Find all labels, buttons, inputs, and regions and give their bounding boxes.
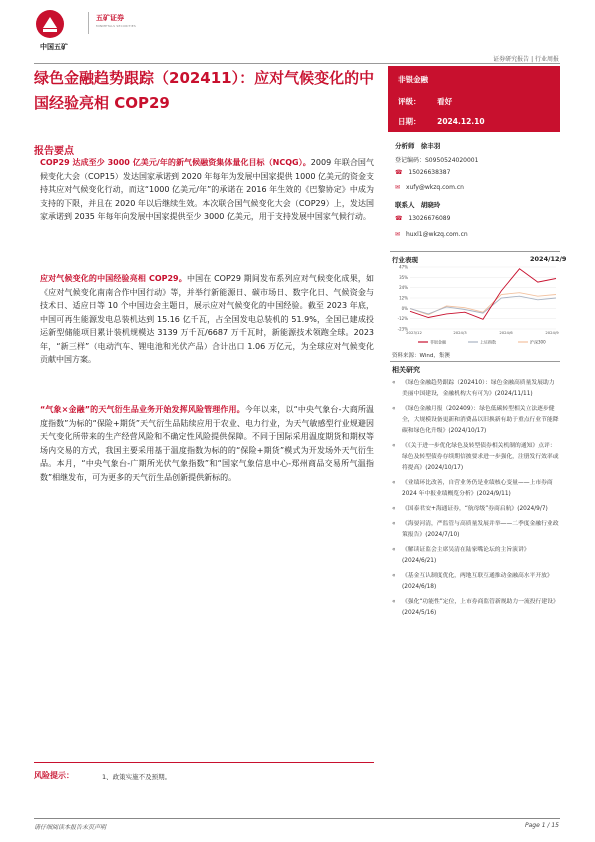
industry-label: 非银金融	[398, 75, 428, 84]
chart-top-rule	[390, 251, 560, 252]
footer-rule	[34, 818, 560, 819]
risk-item: 1、政策实施不及预期。	[102, 773, 172, 781]
y-tick-label: 12%	[399, 295, 408, 301]
chart-title: 行业表现	[392, 256, 418, 264]
chart-x-ticks	[406, 330, 559, 335]
contact-label: 联系人	[395, 201, 415, 209]
x-tick-label: 2024/9	[545, 330, 559, 335]
industry-performance-chart	[390, 263, 562, 347]
analyst-label: 分析师	[395, 142, 415, 150]
contact-email-row	[395, 231, 468, 238]
contact-heading	[395, 200, 440, 209]
header-divider	[88, 12, 89, 34]
summary-paragraph-2	[40, 272, 374, 367]
report-type: 证券研究报告 | 行业周报	[493, 56, 559, 63]
x-tick-label: 2024/6	[499, 330, 513, 335]
y-tick-label: 35%	[399, 274, 408, 280]
paragraph-3-body: 今年以来，以“中央气象台-大商所温度指数”为标的“保险+期货”天气衍生品陆续应用于农业、电力行业，为天气敏感型行业规避因天气变化所带来的生产经营风险和不确定性风险提供保障。不同于国际采用温度期货和期权等场内交易的方式，我国主要采用基于温度指数为标的的“保险+期货”模式为开发场外天气衍生品。本月，“中央气象台-广期所光伏气象指数”和“国家气象信息中心-郑州商品交易所气温指数”相继发布，可为更多的天气衍生品创新提供新标的。	[40, 405, 375, 482]
analyst-reg-code: 登记编码：S0950524020001	[395, 157, 479, 164]
related-research-list	[392, 378, 560, 623]
summary-heading: 报告要点	[34, 146, 74, 157]
contact-name: 胡晓玲	[420, 201, 441, 209]
analyst-email-row	[395, 184, 464, 191]
analyst-name: 徐丰羽	[420, 142, 441, 150]
minmetals-logo-icon	[34, 8, 66, 40]
rating-box	[388, 66, 560, 132]
paragraph-2-lead: 应对气候变化的中国经验亮相 COP29。	[40, 274, 187, 283]
chart-y-ticks	[398, 265, 409, 332]
related-research-heading: 相关研究	[392, 366, 420, 374]
legend-label: 非银金融	[430, 339, 446, 345]
date-row	[398, 116, 485, 127]
legend-label: 沪深300	[530, 339, 546, 345]
y-tick-label: 0%	[401, 305, 408, 311]
paragraph-1-body: 2009 年联合国气候变化大会（COP15）发达国家承诺到 2020 年每年为发展中国家提供 1000 亿美元的资金支持其应对气候变化行动，而这“1000 亿美元/年”的承诺在 2016 年生效的《巴黎协定》中成为支持的下限，并且在 2020 年以后继续生效。本次联合国气候变化大会（COP29）上，发达国家承诺到 2035 年每年向发展中国家提供至少 3000 亿美元，用于支持发展中国家气候行动。	[40, 158, 374, 221]
y-tick-label: 47%	[399, 264, 408, 270]
risk-rule	[34, 762, 374, 763]
contact-phone-row	[395, 215, 450, 222]
summary-paragraph-3	[40, 403, 374, 484]
related-top-rule	[390, 361, 560, 362]
summary-paragraph-1	[40, 156, 374, 224]
report-title: 绿色金融趋势跟踪（202411）：应对气候变化的中国经验亮相 COP29	[34, 69, 375, 112]
paragraph-1-lead: COP29 达成至少 3000 亿美元/年的新气候融资集体量化目标（NCQG）。	[40, 158, 311, 167]
chart-series	[410, 269, 556, 320]
y-tick-label: -12%	[397, 316, 408, 322]
phone-icon: ☎	[395, 169, 403, 176]
analyst-heading	[395, 141, 440, 150]
email-icon: ✉	[395, 231, 401, 238]
related-research-item[interactable]: « 《国泰君安+海通证券，“航母级”券商启航》(2024/9/7)	[392, 504, 560, 515]
related-research-item[interactable]: « 《绿色金融月报（202409）：绿色低碳转型相关立法逐步健全，大规模设备更新和消费品以旧换新有助于重点行业节能降碳和绿色化升级》(2024/10/17)	[392, 404, 560, 437]
phone-icon: ☎	[395, 215, 403, 222]
y-tick-label: -23%	[397, 326, 408, 332]
chart-source: 资料来源：Wind，集澳	[392, 353, 450, 359]
rating-row	[398, 96, 452, 107]
header-rule	[34, 63, 560, 64]
paragraph-2-body: 中国在 COP29 期间发布系列应对气候变化成果，如《应对气候变化南南合作中国行动》等，并举行新能源日、碳市场日、数字化日、气候资金与技术日、适应日等 10 个中国边会主题日，展示应对气候变化的中国经验。截至 2023 年底，中国可再生能源发电总装机达到 15.16 亿千瓦，占全国发电总装机的 51.9%，全国已建成投运新型储能项目累计装机规模达 3139 万千瓦/6687 万千瓦时，新能源技术领跑全球。2023 年，“新三样”（电动汽车、锂电池和光伏产品）合计出口 1.06 万亿元，为全球应对气候变化贡献中国方案。	[40, 274, 374, 364]
paragraph-3-lead: “气象×金融”的天气衍生品业务开始发挥风险管理作用。	[40, 405, 245, 414]
date-label: 日期：	[398, 117, 421, 126]
series-line	[410, 296, 556, 314]
chart-date: 2024/12/9	[530, 255, 567, 263]
y-tick-label: 24%	[399, 285, 408, 291]
analyst-phone: 15026638387	[408, 169, 451, 176]
rating-value: 看好	[437, 97, 453, 106]
footer-disclaimer: 请仔细阅读本报告末页声明	[34, 824, 107, 831]
related-research-item[interactable]: « 《《关于进一步优化绿色及转型债券相关机制的通知》点评：绿色及转型债券存续期信披要求进一步强化，注册发行效率或将提高》(2024/10/17)	[392, 441, 560, 474]
related-research-item[interactable]: « 《强化“功能性”定位，上市券商监管新规助力一流投行建设》(2024/5/16)	[392, 597, 560, 619]
email-icon: ✉	[395, 184, 401, 191]
company-name: 中国五矿	[40, 43, 68, 51]
contact-phone: 13026676089	[408, 215, 451, 222]
x-tick-label: 2023/12	[406, 330, 422, 335]
related-research-item[interactable]: « 《业绩环比改善，自营业务仍是业绩核心变量——上市券商 2024 年中报业绩概览分析》(2024/9/11)	[392, 478, 560, 500]
contact-email[interactable]: huxl1@wkzq.com.cn	[405, 231, 468, 238]
legend-label: 上证指数	[480, 339, 496, 345]
risk-heading: 风险提示：	[34, 771, 74, 780]
chart-legend	[418, 339, 546, 345]
related-research-item[interactable]: « 《解读证监会主席吴清在陆家嘴论坛的主旨演讲》(2024/6/21)	[392, 545, 560, 567]
rating-label: 评级：	[398, 97, 421, 106]
page-number: Page 1 / 15	[525, 822, 559, 829]
related-research-item[interactable]: « 《绿色金融趋势跟踪（202410）：绿色金融高质量发展助力美丽中国建设，金融机构大有可为》(2024/11/11)	[392, 378, 560, 400]
analyst-email[interactable]: xufy@wkzq.com.cn	[405, 184, 464, 191]
series-line	[410, 293, 556, 315]
brand-subtitle: MINMETALS SECURITIES	[96, 24, 136, 28]
analyst-phone-row	[395, 169, 450, 176]
x-tick-label: 2024/3	[453, 330, 467, 335]
related-research-item[interactable]: « 《海晏河清，严监管与高质量发展并举——二季度金融行业政策报告》(2024/7/10)	[392, 519, 560, 541]
related-research-item[interactable]: « 《基金互认制度优化，两地互联互通推动金融高水平开放》(2024/6/18)	[392, 571, 560, 593]
brand-name: 五矿证券	[96, 14, 124, 22]
date-value: 2024.12.10	[437, 117, 485, 126]
